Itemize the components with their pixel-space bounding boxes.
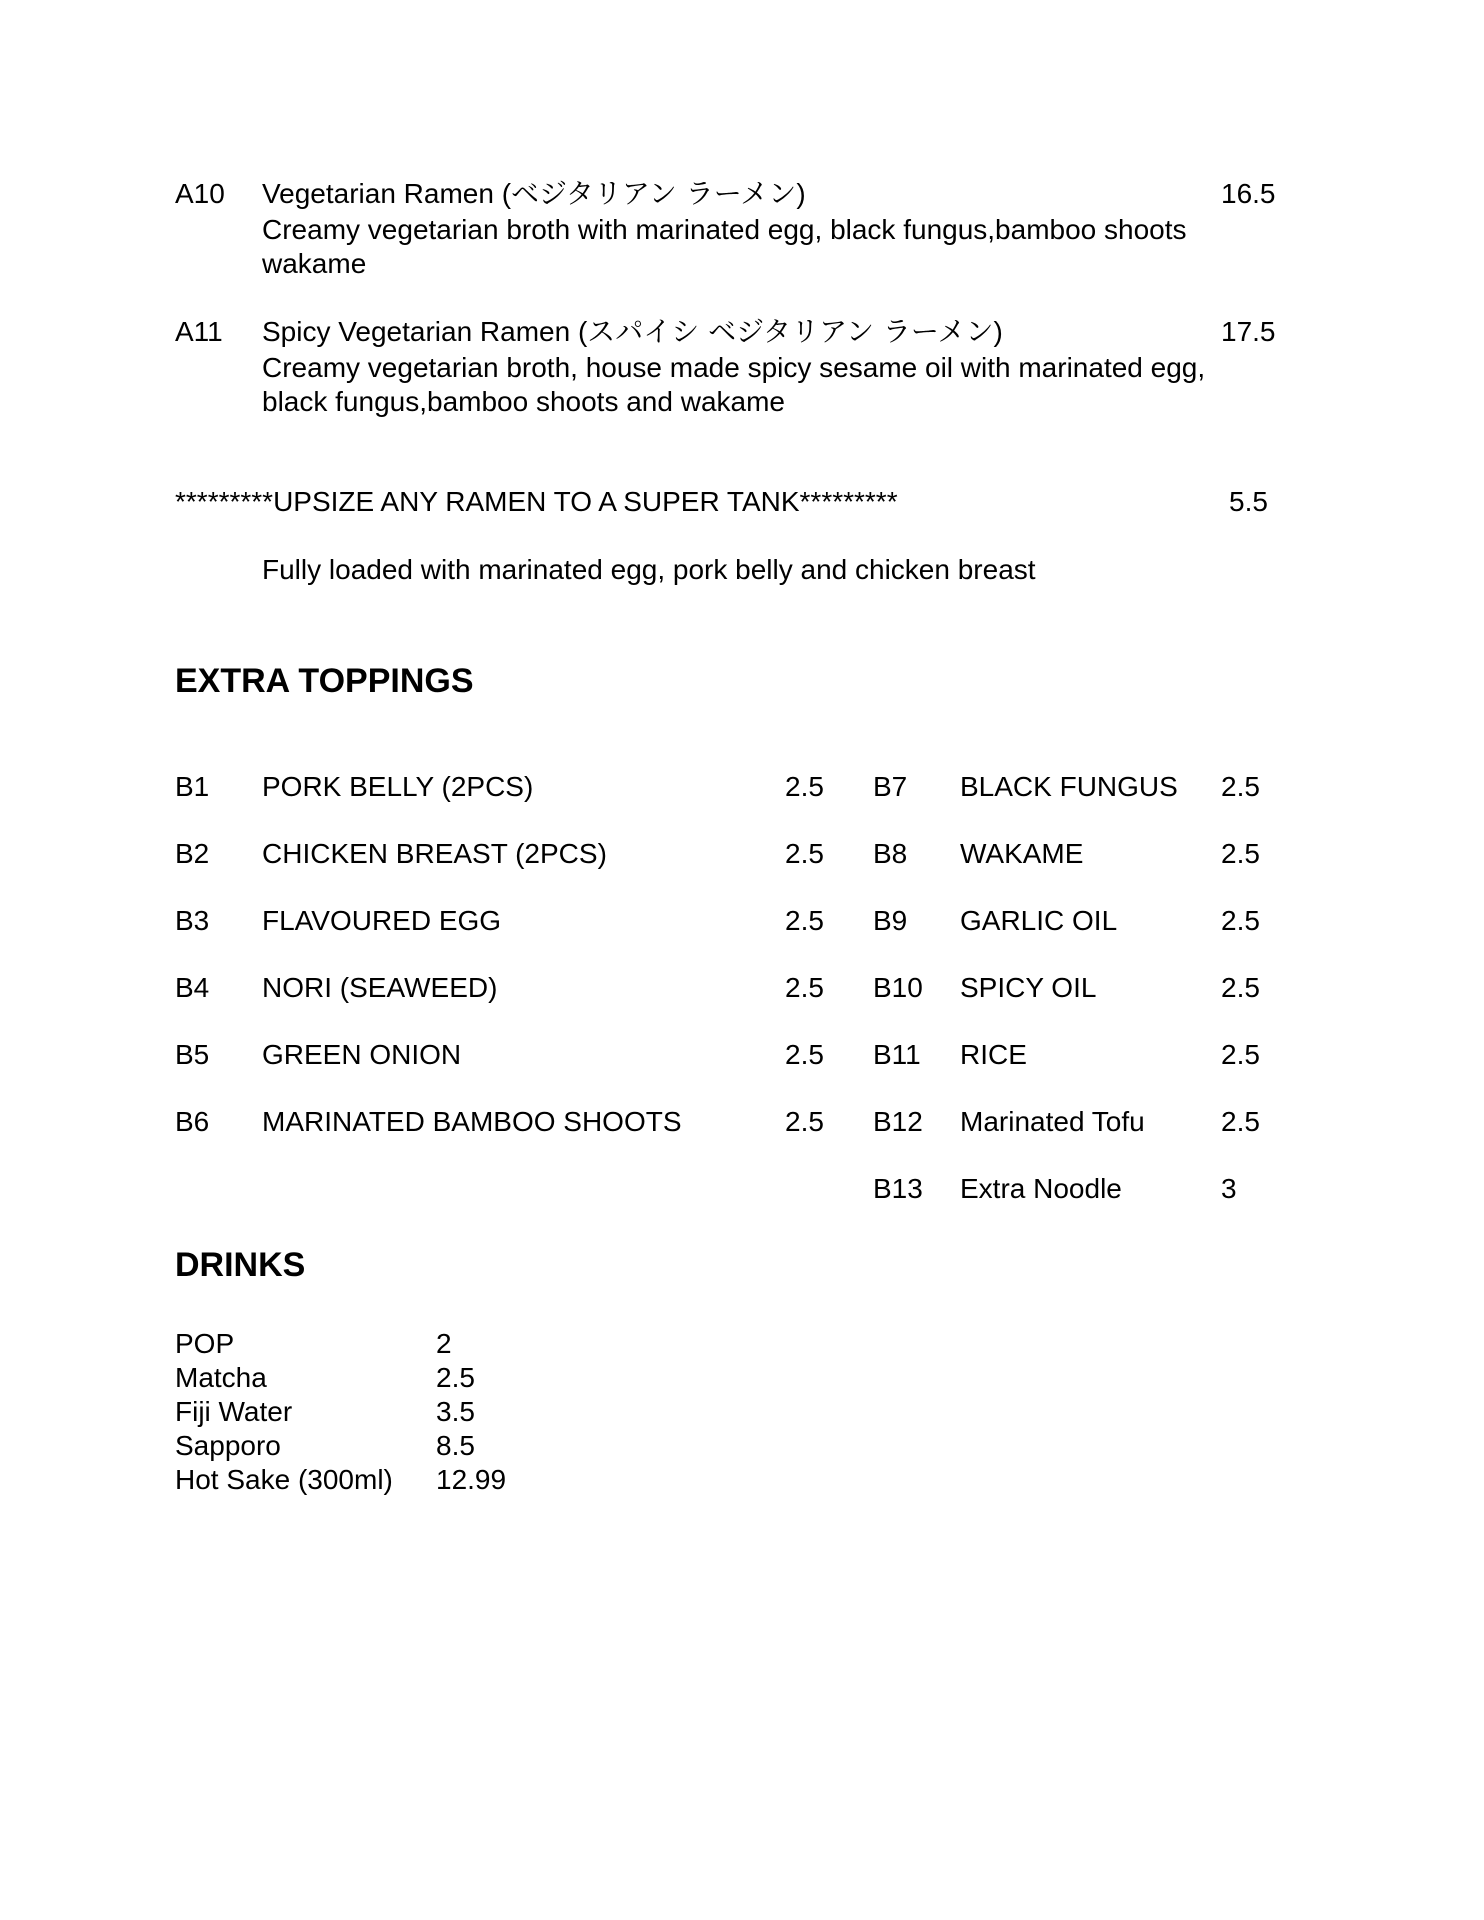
upsize-price: 5.5: [1229, 486, 1268, 517]
topping-price: 2.5: [785, 771, 824, 802]
topping-code: B12: [873, 1106, 923, 1137]
topping-code: B5: [175, 1039, 210, 1070]
topping-price: 2.5: [1221, 838, 1260, 869]
topping-price: 2.5: [785, 838, 824, 869]
topping-code: B3: [175, 905, 210, 936]
topping-code: B9: [873, 905, 908, 936]
upsize-label: *********UPSIZE ANY RAMEN TO A SUPER TANK*********: [175, 486, 898, 517]
drink-price: 8.5: [436, 1430, 475, 1461]
item-code: A11: [175, 316, 223, 347]
toppings-heading: EXTRA TOPPINGS: [175, 662, 474, 700]
topping-name: PORK BELLY (2PCS): [262, 771, 534, 802]
topping-code: B1: [175, 771, 210, 802]
topping-name: MARINATED BAMBOO SHOOTS: [262, 1106, 682, 1137]
topping-price: 2.5: [785, 905, 824, 936]
drink-price: 3.5: [436, 1396, 475, 1427]
topping-code: B4: [175, 972, 210, 1003]
drink-name: Fiji Water: [175, 1396, 293, 1427]
topping-price: 2.5: [1221, 1106, 1260, 1137]
topping-code: B7: [873, 771, 908, 802]
topping-name: RICE: [960, 1039, 1027, 1070]
item-description-line: Creamy vegetarian broth, house made spicy sesame oil with marinated egg,: [262, 352, 1206, 383]
topping-code: B10: [873, 972, 923, 1003]
topping-name: CHICKEN BREAST (2PCS): [262, 838, 607, 869]
topping-code: B11: [873, 1039, 921, 1070]
drink-price: 2: [436, 1328, 452, 1359]
drink-name: POP: [175, 1328, 235, 1359]
drinks-heading: DRINKS: [175, 1246, 306, 1284]
item-description-line: black fungus,bamboo shoots and wakame: [262, 386, 785, 417]
topping-name: GREEN ONION: [262, 1039, 462, 1070]
topping-price: 2.5: [785, 972, 824, 1003]
topping-code: B8: [873, 838, 908, 869]
item-name-japanese: スパイシ ベジタリアン ラーメン: [587, 315, 994, 348]
item-code: A10: [175, 178, 225, 209]
topping-name: Marinated Tofu: [960, 1106, 1145, 1137]
topping-price: 2.5: [1221, 905, 1260, 936]
item-name: Spicy Vegetarian Ramen (スパイシ ベジタリアン ラーメン): [262, 315, 1003, 348]
drink-price: 12.99: [436, 1464, 507, 1495]
item-name: Vegetarian Ramen (ベジタリアン ラーメン): [262, 177, 806, 210]
topping-name: NORI (SEAWEED): [262, 972, 498, 1003]
topping-price: 2.5: [785, 1039, 824, 1070]
topping-price: 3: [1221, 1173, 1237, 1204]
topping-name: GARLIC OIL: [960, 905, 1118, 936]
item-description-line: Creamy vegetarian broth with marinated egg, black fungus,bamboo shoots: [262, 214, 1187, 245]
topping-price: 2.5: [1221, 771, 1260, 802]
item-name-japanese: ベジタリアン ラーメン: [511, 177, 797, 210]
topping-code: B2: [175, 838, 210, 869]
topping-name: SPICY OIL: [960, 972, 1097, 1003]
topping-code: B13: [873, 1173, 923, 1204]
topping-name: BLACK FUNGUS: [960, 771, 1178, 802]
item-price: 16.5: [1221, 178, 1276, 209]
item-description-line: wakame: [262, 248, 367, 279]
upsize-description: Fully loaded with marinated egg, pork belly and chicken breast: [262, 554, 1036, 585]
topping-price: 2.5: [1221, 1039, 1260, 1070]
drink-name: Sapporo: [175, 1430, 281, 1461]
topping-price: 2.5: [785, 1106, 824, 1137]
topping-price: 2.5: [1221, 972, 1260, 1003]
drink-price: 2.5: [436, 1362, 475, 1393]
topping-name: FLAVOURED EGG: [262, 905, 502, 936]
topping-name: Extra Noodle: [960, 1173, 1122, 1204]
drink-name: Hot Sake (300ml): [175, 1464, 393, 1495]
topping-name: WAKAME: [960, 838, 1084, 869]
item-price: 17.5: [1221, 316, 1276, 347]
drink-name: Matcha: [175, 1362, 267, 1393]
topping-code: B6: [175, 1106, 210, 1137]
